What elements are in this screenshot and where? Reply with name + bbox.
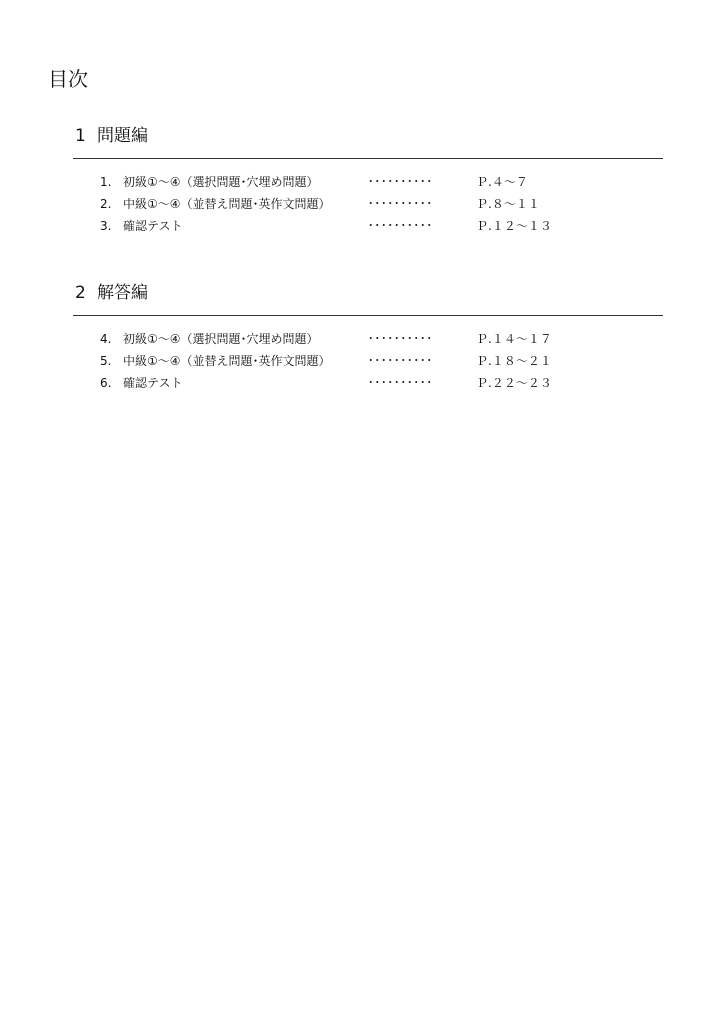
toc-entry-leader: ･･････････: [368, 332, 433, 345]
toc-list: [73, 328, 663, 394]
toc-entry-number: 5.: [100, 354, 112, 368]
toc-entry-page: Ｐ.１８～２１: [476, 354, 552, 368]
section-divider: [73, 158, 663, 159]
section-number: 2: [75, 283, 86, 303]
toc-entry-label: 確認テスト: [123, 219, 183, 233]
toc-entry-leader: ･･････････: [368, 376, 433, 389]
toc-entry[interactable]: [73, 328, 663, 350]
toc-entry-number: 1.: [100, 175, 112, 189]
toc-entry-number: 2.: [100, 197, 112, 211]
toc-section-questions: [73, 124, 663, 237]
toc-entry-page: Ｐ.４～７: [476, 175, 528, 189]
toc-entry-number: 4.: [100, 332, 112, 346]
toc-entry-label: 確認テスト: [123, 376, 183, 390]
toc-entry-leader: ･･････････: [368, 175, 433, 188]
toc-entry-leader: ･･････････: [368, 197, 433, 210]
toc-list: [73, 171, 663, 237]
toc-entry-page: Ｐ.２２～２３: [476, 376, 552, 390]
toc-entry-label: 中級①～④（並替え問題･英作文問題）: [123, 197, 331, 211]
toc-entry-leader: ･･････････: [368, 219, 433, 232]
toc-section-answers: [73, 281, 663, 394]
section-heading: [73, 124, 663, 148]
toc-entry[interactable]: [73, 215, 663, 237]
section-title: 問題編: [97, 126, 148, 146]
section-divider: [73, 315, 663, 316]
toc-entry[interactable]: [73, 193, 663, 215]
toc-entry-page: Ｐ.１２～１３: [476, 219, 552, 233]
toc-entry-label: 中級①～④（並替え問題･英作文問題）: [123, 354, 331, 368]
toc-entry[interactable]: [73, 372, 663, 394]
toc-entry-number: 3.: [100, 219, 112, 233]
toc-entry[interactable]: [73, 171, 663, 193]
toc-entry[interactable]: [73, 350, 663, 372]
section-heading: [73, 281, 663, 305]
document-title: 目次: [48, 67, 88, 91]
toc-entry-page: Ｐ.１４～１７: [476, 332, 552, 346]
toc-entry-label: 初級①～④（選択問題･穴埋め問題）: [123, 175, 319, 189]
toc-entry-label: 初級①～④（選択問題･穴埋め問題）: [123, 332, 319, 346]
toc-entry-page: Ｐ.８～１１: [476, 197, 540, 211]
section-number: 1: [75, 126, 86, 146]
toc-entry-number: 6.: [100, 376, 112, 390]
section-title: 解答編: [97, 283, 148, 303]
toc-entry-leader: ･･････････: [368, 354, 433, 367]
